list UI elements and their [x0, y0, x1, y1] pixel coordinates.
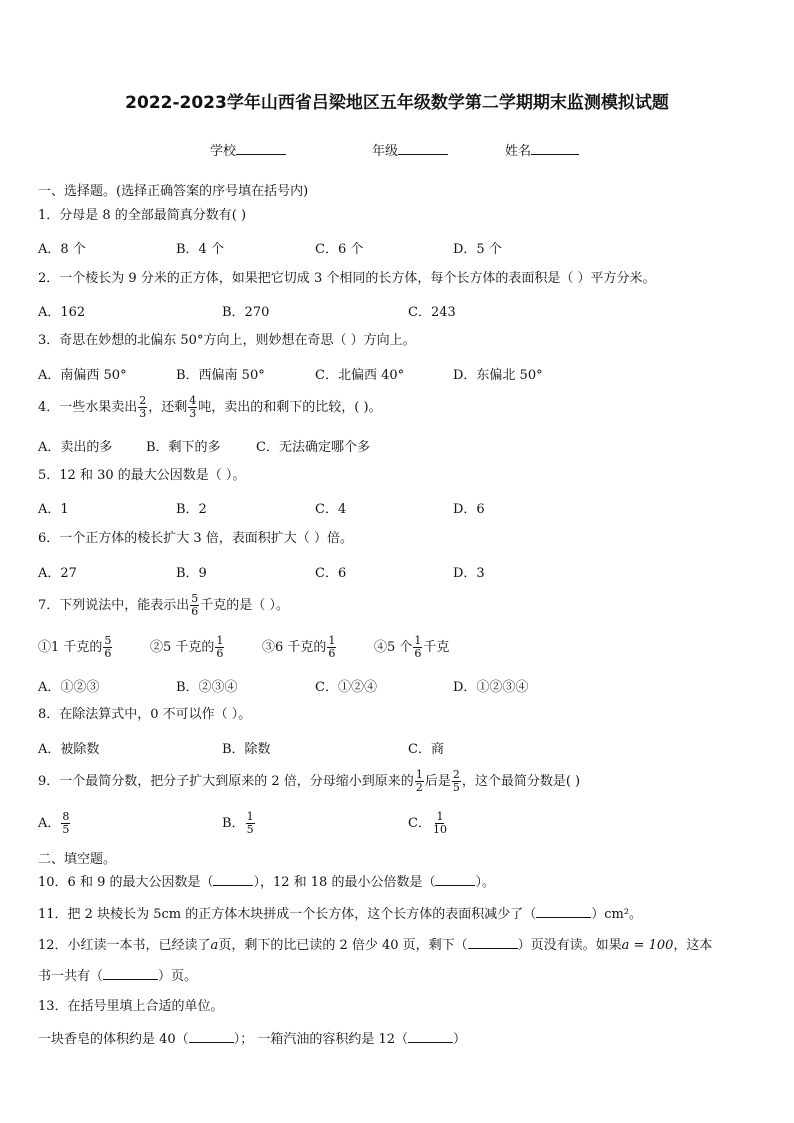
name-field[interactable]	[505, 140, 579, 159]
q7-text-b: 千克的是（ ）。	[200, 598, 289, 613]
q4-option-b[interactable]: B．剩下的多	[146, 440, 221, 455]
q3-option-b[interactable]: B．西偏南 50°	[176, 368, 265, 383]
q7-statement-3: ③6 千克的 $\frac{1}{6}$	[262, 634, 336, 660]
q6-option-c[interactable]: C．6	[315, 566, 347, 581]
q9-text-a: 9．一个最简分数，把分子扩大到原来的 2 倍，分母缩小到原来的	[38, 774, 414, 789]
q7-statement-1: ①1 千克的 $\frac{5}{6}$	[38, 634, 112, 660]
q5-option-b[interactable]: B．2	[176, 502, 207, 517]
question-13-items: 一块香皂的体积约是 40（ ）； 一箱汽油的容积约是 12（ ）	[38, 1032, 467, 1047]
q2-option-b[interactable]: B．270	[222, 305, 270, 320]
q4-option-c[interactable]: C．无法确定哪个多	[256, 440, 370, 455]
question-8: 8．在除法算式中，0 不可以作（ ）。	[38, 707, 252, 722]
page-title: 2022-2023学年山西省吕梁地区五年级数学第二学期期末监测模拟试题	[125, 93, 669, 113]
q7-text-a: 7．下列说法中，能表示出	[38, 598, 190, 613]
q9-option-a[interactable]: A． $\frac{8}{5}$	[38, 810, 70, 836]
q7-fraction: $\frac{5}{6}$	[191, 592, 199, 618]
q4-option-a[interactable]: A．卖出的多	[38, 440, 113, 455]
question-6: 6．一个正方体的棱长扩大 3 倍，表面积扩大（ ）倍。	[38, 531, 353, 546]
q6-option-b[interactable]: B．9	[176, 566, 207, 581]
name-label: 姓名	[505, 144, 532, 159]
question-4	[38, 394, 382, 422]
q10-blank-2[interactable]	[435, 873, 475, 886]
q9-option-b[interactable]: B． $\frac{1}{5}$	[222, 810, 254, 836]
school-field[interactable]	[210, 140, 286, 159]
q7-option-c[interactable]: C．①②④	[315, 680, 377, 695]
q3-option-d[interactable]: D．东偏北 50°	[453, 368, 543, 383]
q8-option-b[interactable]: B．除数	[222, 742, 271, 757]
q1-option-d[interactable]: D．5 个	[453, 242, 502, 257]
question-2: 2．一个棱长为 9 分米的正方体，如果把它切成 3 个相同的长方体，每个长方体的表面积是（ ）平方分米。	[38, 271, 656, 286]
q5-option-a[interactable]: A．1	[38, 502, 69, 517]
q3-option-a[interactable]: A．南偏西 50°	[38, 368, 127, 383]
q9-text-b: 后是	[424, 774, 451, 789]
q2-option-a[interactable]: A．162	[38, 305, 86, 320]
q4-text-b: ，还剩	[148, 400, 188, 415]
section-fill-heading: 二、填空题。	[38, 852, 117, 867]
q5-option-c[interactable]: C．4	[315, 502, 347, 517]
question-5: 5．12 和 30 的最大公因数是（ ）。	[38, 468, 246, 483]
grade-field[interactable]	[372, 140, 448, 159]
section-choice-heading: 一、选择题。(选择正确答案的序号填在括号内)	[38, 184, 309, 199]
q2-option-c[interactable]: C．243	[408, 305, 456, 320]
q8-option-c[interactable]: C．商	[408, 742, 444, 757]
q6-option-d[interactable]: D．3	[453, 566, 485, 581]
q7-option-a[interactable]: A．①②③	[38, 680, 100, 695]
q1-option-a[interactable]: A．8 个	[38, 242, 86, 257]
q9-fraction-2: $\frac{2}{5}$	[452, 768, 460, 794]
q10-blank-1[interactable]	[213, 873, 253, 886]
grade-label: 年级	[372, 144, 399, 159]
question-1: 1．分母是 8 的全部最简真分数有( )	[38, 208, 247, 223]
question-11: 11．把 2 块棱长为 5cm 的正方体木块拼成一个长方体，这个长方体的表面积减少了（ ）cm²。	[38, 907, 643, 922]
question-7	[38, 592, 289, 620]
q7-statement-2: ②5 千克的 $\frac{1}{6}$	[150, 634, 224, 660]
q3-option-c[interactable]: C．北偏西 40°	[315, 368, 405, 383]
q4-text-a: 4．一些水果卖出	[38, 400, 138, 415]
q4-fraction-1: $\frac{2}{3}$	[139, 394, 147, 420]
question-12: 12．小红读一本书，已经读了a页，剩下的比已读的 2 倍少 40 页，剩下（ ）页没有读。如果a = 100，这本	[38, 938, 713, 953]
q1-option-c[interactable]: C．6 个	[315, 242, 364, 257]
q11-blank[interactable]	[536, 905, 591, 918]
q7-option-d[interactable]: D．①②③④	[453, 680, 529, 695]
q8-option-a[interactable]: A．被除数	[38, 742, 100, 757]
q9-option-c[interactable]: C． $\frac{1}{10}$	[408, 810, 447, 836]
q12-blank-1[interactable]	[468, 936, 518, 949]
q6-option-a[interactable]: A．27	[38, 566, 77, 581]
q4-text-c: 吨，卖出的和剩下的比较，( )。	[198, 400, 382, 415]
question-13: 13．在括号里填上合适的单位。	[38, 999, 224, 1014]
q13-blank-2[interactable]	[408, 1030, 453, 1043]
question-12-continued: 书一共有（ ）页。	[38, 969, 198, 984]
q12-blank-2[interactable]	[103, 967, 158, 980]
school-label: 学校	[210, 144, 237, 159]
q9-fraction-1: $\frac{1}{2}$	[415, 768, 423, 794]
q7-option-b[interactable]: B．②③④	[176, 680, 238, 695]
question-10: 10．6 和 9 的最大公因数是（ ），12 和 18 的最小公倍数是（ ）。	[38, 875, 495, 890]
q1-option-b[interactable]: B．4 个	[176, 242, 224, 257]
question-9	[38, 768, 580, 796]
q4-fraction-2: $\frac{4}{3}$	[189, 394, 197, 420]
q5-option-d[interactable]: D．6	[453, 502, 485, 517]
q13-blank-1[interactable]	[189, 1030, 234, 1043]
question-3: 3．奇思在妙想的北偏东 50°方向上，则妙想在奇思（ ）方向上。	[38, 333, 416, 348]
q7-statement-4: ④5 个 $\frac{1}{6}$ 千克	[374, 634, 450, 660]
q9-text-c: ，这个最简分数是( )	[461, 774, 581, 789]
